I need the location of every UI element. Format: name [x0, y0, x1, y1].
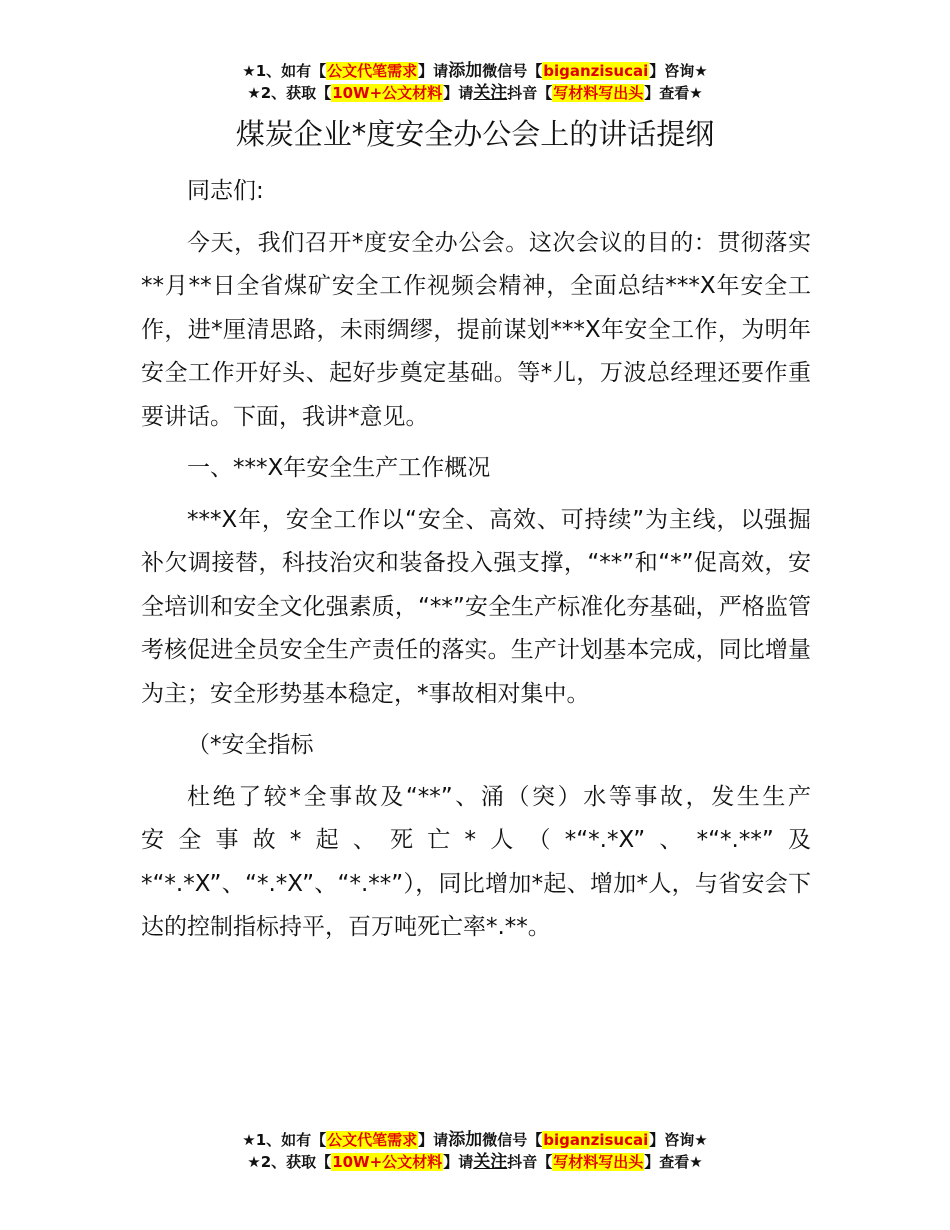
paragraph: 今天，我们召开*度安全办公会。这次会议的目的：贯彻落实**月**日全省煤矿安全工作视频会精神，全面总结***X年安全工作，进*厘清思路，未雨绸缪，提前谋划***X年安全工作，为明年安全工作开好头、起好步奠定基础。等*儿，万波总经理还要作重要讲话。下面，我讲*意见。: [141, 229, 811, 430]
banner-highlight: biganzisucai: [543, 62, 649, 80]
subsection-heading: （*安全指标: [187, 732, 314, 758]
paragraph-continued: 安全事故*起、死亡*人（*“*.*X”、*“*.**”及: [141, 827, 811, 853]
banner-text: 】咨询★: [649, 62, 708, 80]
banner-text: 抖音【: [507, 1153, 553, 1171]
section-heading: 一、***X年安全生产工作概况: [187, 455, 491, 481]
banner-text: ★2、获取【: [247, 1153, 332, 1171]
banner-highlight: 公文代笔需求: [327, 1131, 418, 1149]
banner-emphasis: 关注: [473, 1152, 508, 1172]
banner-highlight: 公文代笔需求: [327, 62, 418, 80]
banner-highlight: biganzisucai: [543, 1131, 649, 1149]
banner-text: 】查看★: [644, 84, 703, 102]
banner-text: ★1、如有【: [242, 1131, 327, 1149]
paragraph: 杜绝了较*全事故及“**”、涌（突）水等事故，发生生产: [187, 783, 811, 810]
banner-line-1: [0, 60, 950, 82]
banner-text: 抖音【: [507, 84, 553, 102]
banner-line-2: [0, 1151, 950, 1173]
footer-banner: [0, 1129, 950, 1173]
banner-emphasis: 添加: [448, 1130, 483, 1150]
banner-text: 微信号【: [482, 1131, 543, 1149]
banner-highlight: 10W+公文材料: [332, 1153, 443, 1171]
banner-text: 微信号【: [482, 62, 543, 80]
header-banner: [0, 60, 950, 104]
salutation: 同志们:: [187, 178, 264, 204]
banner-text: 】请: [418, 1131, 449, 1149]
banner-text: 】请: [443, 1153, 474, 1171]
banner-text: ★1、如有【: [242, 62, 327, 80]
paragraph: ***X年，安全工作以“安全、高效、可持续”为主线，以强掘补欠调接替，科技治灾和装备投入强支撑，“**”和“*”促高效，安全培训和安全文化强素质，“**”安全生产标准化夯基础，严格监管考核促进全员安全生产责任的落实。生产计划基本完成，同比增量为主；安全形势基本稳定，*事故相对集中。: [141, 506, 811, 707]
banner-text: 】查看★: [644, 1153, 703, 1171]
banner-emphasis: 关注: [473, 83, 508, 103]
paragraph-continued: *“*.*X”、“*.*X”、“*.**”），同比增加*起、增加*人，与省安会下达的控制指标持平，百万吨死亡率*.**。: [141, 870, 811, 940]
banner-text: 】咨询★: [649, 1131, 708, 1149]
banner-highlight: 写材料写出头: [553, 84, 644, 102]
banner-highlight: 10W+公文材料: [332, 84, 443, 102]
banner-line-2: [0, 82, 950, 104]
banner-text: 】请: [443, 84, 474, 102]
document-title: 煤炭企业*度安全办公会上的讲话提纲: [235, 117, 715, 151]
banner-text: 】请: [418, 62, 449, 80]
document-body: [141, 170, 811, 958]
banner-line-1: [0, 1129, 950, 1151]
banner-text: ★2、获取【: [247, 84, 332, 102]
banner-highlight: 写材料写出头: [553, 1153, 644, 1171]
banner-emphasis: 添加: [448, 61, 483, 81]
